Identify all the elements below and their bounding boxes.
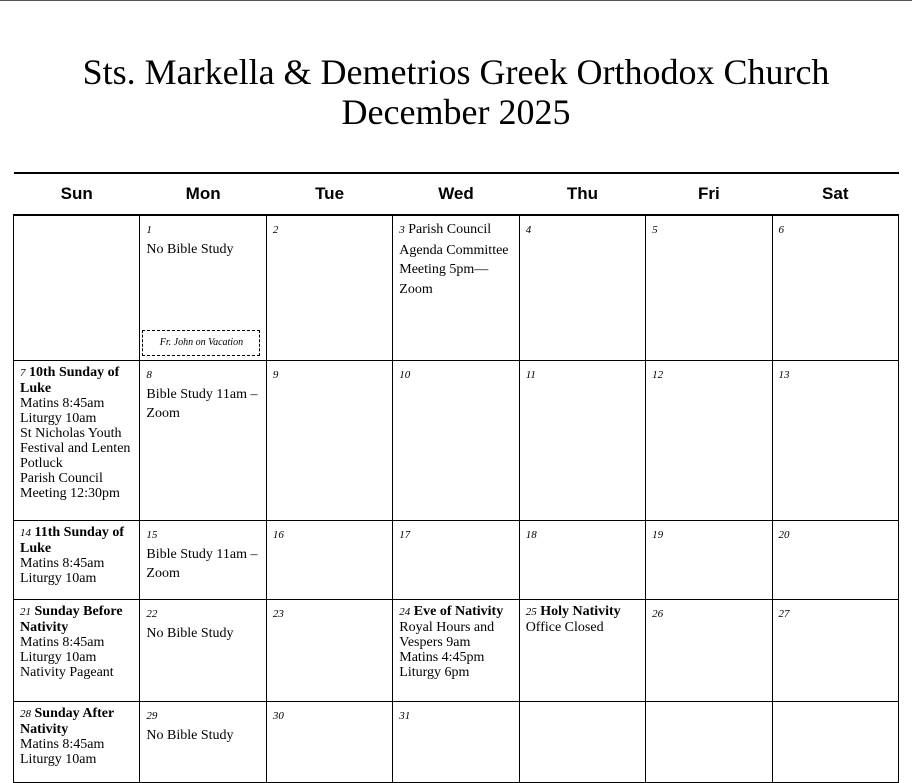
week-row	[14, 215, 899, 361]
day-cell-25	[519, 600, 645, 702]
event-headline: Sunday After Nativity	[20, 706, 114, 737]
day-number: 24	[399, 606, 411, 618]
event-line: Parish Council Meeting 12:30pm	[20, 471, 120, 501]
day-cell-29	[140, 702, 266, 783]
day-heading	[652, 604, 766, 624]
day-heading	[20, 525, 134, 556]
day-heading	[146, 365, 260, 385]
day-cell-30	[266, 702, 392, 783]
day-cell-26	[646, 600, 772, 702]
day-number: 6	[778, 224, 785, 236]
weekday-tue: Tue	[266, 173, 392, 215]
day-heading	[779, 365, 893, 385]
event-line: Parish Council Agenda Committee Meeting 5pm—Zoom	[399, 222, 509, 297]
day-heading	[146, 706, 260, 726]
day-cell-9	[266, 361, 392, 521]
day-heading	[652, 365, 766, 385]
event-line: No Bible Study	[146, 728, 234, 743]
day-cell-19	[646, 521, 772, 600]
day-number: 11	[525, 369, 536, 381]
day-heading	[399, 220, 513, 299]
day-cell-31	[393, 702, 519, 783]
day-heading	[273, 604, 387, 624]
day-cell-7	[14, 361, 140, 521]
day-heading	[779, 525, 893, 545]
event-line: Matins 4:45pm	[399, 650, 485, 665]
day-cell-23	[266, 600, 392, 702]
day-number: 2	[272, 224, 279, 236]
week-row	[14, 361, 899, 521]
weekday-thu: Thu	[519, 173, 645, 215]
day-cell-5	[646, 215, 772, 361]
month-title: December 2025	[341, 92, 571, 132]
day-number: 12	[652, 369, 664, 381]
weekday-fri: Fri	[646, 173, 772, 215]
event-line: Matins 8:45am	[20, 635, 105, 650]
day-number: 21	[20, 606, 31, 618]
event-line: Liturgy 10am	[20, 752, 97, 767]
day-number: 13	[778, 369, 790, 381]
day-cell-13	[772, 361, 898, 521]
weekday-sat: Sat	[772, 173, 898, 215]
day-heading	[20, 604, 134, 635]
day-number: 3	[399, 224, 405, 236]
day-cell-14	[14, 521, 140, 600]
empty-day-cell	[14, 215, 140, 361]
day-number: 30	[272, 710, 284, 722]
day-heading	[273, 220, 387, 240]
day-number: 26	[652, 608, 664, 620]
day-number: 10	[399, 369, 411, 381]
event-headline: Sunday Before Nativity	[20, 604, 123, 635]
day-heading	[146, 525, 260, 545]
day-cell-4	[519, 215, 645, 361]
day-cell-6	[772, 215, 898, 361]
day-number: 22	[146, 608, 158, 620]
vacation-note: Fr. John on Vacation	[142, 330, 260, 356]
day-number: 16	[272, 529, 284, 541]
day-heading	[20, 706, 134, 737]
event-line: Liturgy 10am	[20, 650, 97, 665]
day-heading	[20, 365, 134, 396]
day-heading	[399, 604, 513, 620]
day-number: 25	[525, 606, 537, 618]
day-heading	[146, 604, 260, 624]
day-number: 27	[778, 608, 790, 620]
event-line: No Bible Study	[146, 626, 234, 641]
empty-day-cell	[646, 702, 772, 783]
event-line: Nativity Pageant	[20, 665, 114, 680]
day-number: 18	[525, 529, 537, 541]
day-number: 15	[146, 529, 158, 541]
empty-day-cell	[519, 702, 645, 783]
day-cell-8	[140, 361, 266, 521]
day-heading	[526, 604, 640, 620]
day-heading	[526, 365, 640, 385]
day-cell-10	[393, 361, 519, 521]
event-headline: 11th Sunday of Luke	[20, 525, 124, 556]
event-line: Bible Study 11am –Zoom	[146, 547, 258, 581]
event-headline: Eve of Nativity	[413, 604, 504, 619]
day-cell-28	[14, 702, 140, 783]
event-line: Royal Hours and Vespers 9am	[399, 620, 495, 650]
day-cell-16	[266, 521, 392, 600]
day-heading	[526, 220, 640, 240]
day-cell-20	[772, 521, 898, 600]
day-heading	[779, 604, 893, 624]
title-block	[0, 52, 912, 132]
week-row	[14, 702, 899, 783]
event-line: Matins 8:45am	[20, 556, 105, 571]
day-number: 29	[146, 710, 158, 722]
weekday-wed: Wed	[393, 173, 519, 215]
event-line: Bible Study 11am –Zoom	[146, 387, 258, 421]
day-heading	[273, 365, 387, 385]
event-line: Office Closed	[525, 620, 604, 635]
top-rule	[0, 0, 912, 1]
day-number: 5	[652, 224, 658, 236]
day-cell-2	[266, 215, 392, 361]
event-headline: 10th Sunday of Luke	[20, 365, 120, 396]
day-number: 1	[146, 224, 152, 236]
empty-day-cell	[772, 702, 898, 783]
day-number: 17	[399, 529, 411, 541]
day-heading	[399, 525, 513, 545]
day-number: 31	[399, 710, 411, 722]
day-number: 23	[272, 608, 284, 620]
event-line: Liturgy 10am	[20, 411, 97, 426]
day-heading	[146, 220, 260, 240]
day-cell-27	[772, 600, 898, 702]
day-cell-3	[393, 215, 519, 361]
day-number: 9	[272, 369, 279, 381]
weekday-sun: Sun	[14, 173, 140, 215]
event-line: No Bible Study	[146, 242, 234, 257]
day-heading	[652, 525, 766, 545]
event-headline: Holy Nativity	[540, 604, 621, 619]
event-line: St Nicholas Youth Festival and Lenten Potluck	[20, 426, 131, 471]
day-cell-11	[519, 361, 645, 521]
day-number: 8	[146, 369, 152, 381]
day-cell-22	[140, 600, 266, 702]
day-heading	[779, 220, 893, 240]
day-cell-17	[393, 521, 519, 600]
event-line: Liturgy 6pm	[399, 665, 470, 680]
day-heading	[399, 706, 513, 726]
day-cell-18	[519, 521, 645, 600]
day-cell-12	[646, 361, 772, 521]
day-cell-1	[140, 215, 266, 361]
church-name: Sts. Markella & Demetrios Greek Orthodox Church	[82, 52, 830, 92]
week-row	[14, 521, 899, 600]
weekday-header-row	[14, 173, 899, 215]
day-heading	[273, 525, 387, 545]
day-heading	[273, 706, 387, 726]
day-number: 4	[525, 224, 532, 236]
week-row	[14, 600, 899, 702]
day-number: 7	[20, 367, 26, 379]
day-number: 28	[20, 708, 31, 720]
day-heading	[526, 525, 640, 545]
day-cell-21	[14, 600, 140, 702]
day-number: 20	[778, 529, 790, 541]
day-heading	[652, 220, 766, 240]
event-line: Matins 8:45am	[20, 737, 105, 752]
event-line: Liturgy 10am	[20, 571, 97, 586]
day-cell-15	[140, 521, 266, 600]
event-line: Matins 8:45am	[20, 396, 105, 411]
weekday-mon: Mon	[140, 173, 266, 215]
calendar-grid	[13, 172, 899, 783]
day-cell-24	[393, 600, 519, 702]
day-number: 14	[20, 527, 31, 539]
day-heading	[399, 365, 513, 385]
day-number: 19	[652, 529, 664, 541]
